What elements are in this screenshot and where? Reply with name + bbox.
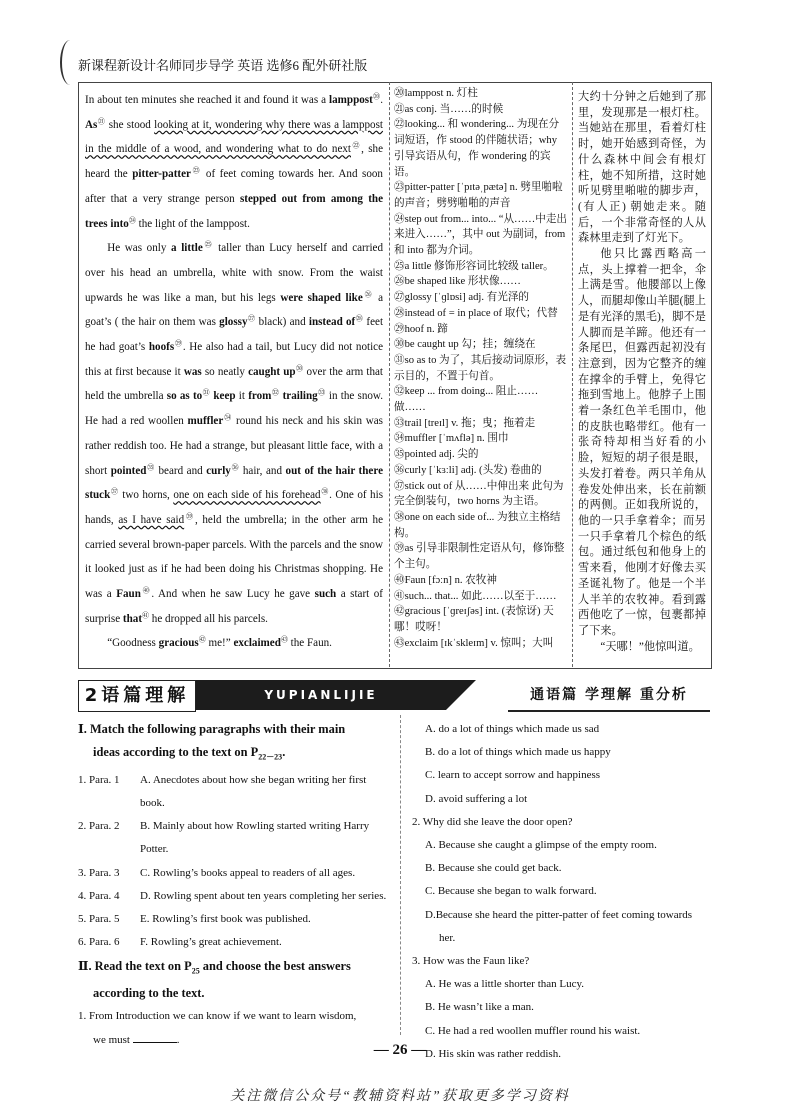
vocabulary-note: ㉙hoof n. 蹄: [394, 323, 448, 335]
main-idea-text: A. Anecdotes about how she began writing her first book.: [140, 773, 367, 810]
page-header-title: 新课程新设计名师同步导学 英语 选修6 配外研社版: [78, 58, 368, 73]
answer-option-cont: her.: [439, 931, 456, 944]
note-marker: ㉖: [362, 289, 374, 298]
vocabulary-note: ㊲stick out of 从……中伸出来 此句为完全倒装句，two horns 为主语。: [394, 480, 564, 508]
key-phrase: curly: [206, 464, 231, 477]
passage-text: the light of the lamppost.: [135, 217, 250, 230]
passage-text: black) and: [255, 316, 309, 329]
passage-column: [85, 88, 383, 656]
passage-text: one on each side of his forehead: [173, 489, 321, 502]
paragraph-label: 6. Para. 6: [78, 936, 120, 949]
key-phrase: trailing: [282, 390, 318, 403]
key-phrase: hoofs: [148, 341, 175, 354]
note-marker: ㉑: [97, 117, 106, 126]
answer-option[interactable]: C. Because she began to walk forward.: [425, 885, 597, 898]
note-marker: ㊲: [110, 487, 119, 496]
vocabulary-note: ㉑as conj. 当……的时候: [394, 103, 504, 115]
passage-text: it: [235, 390, 249, 403]
translation-paragraph: 大约十分钟之后她到了那里，发现那是一根灯柱。当她站在那里，看着灯柱时，她开始感到奇怪，为什么森林中间会有根灯柱，她不知所措，这时她听见劈里啪啦的脚步声，(有人正) 朝她走来。随后，一个非常奇怪的人从森林里走到了灯光下。: [578, 91, 706, 245]
matching-item[interactable]: [78, 815, 390, 861]
question-stem: 1. From Introduction we can know if we want to learn wisdom,: [78, 1010, 357, 1023]
key-phrase: glossy: [219, 316, 248, 329]
vocabulary-note: ㉗glossy [ˈɡlɒsi] adj. 有光泽的: [394, 292, 530, 304]
passage-text: In about ten minutes she reached it and found it was a: [85, 94, 330, 106]
note-marker: ㊴: [184, 512, 195, 521]
paragraph-label: 5. Para. 5: [78, 913, 120, 926]
key-phrase: pitter-patter: [132, 168, 191, 181]
key-phrase: was: [183, 365, 202, 378]
matching-list: [78, 769, 390, 955]
answer-option[interactable]: B. do a lot of things which made us happy: [425, 746, 611, 759]
key-phrase: from: [248, 390, 272, 403]
passage-text: . And when he saw Lucy he gave: [151, 588, 315, 601]
passage-text: two horns,: [118, 489, 174, 502]
question-stem: 3. How was the Faun like?: [412, 955, 530, 968]
translation-paragraph: “天哪！”他惊叫道。: [600, 640, 700, 653]
note-marker: ㉕: [202, 240, 214, 249]
footer-note: 关注微信公众号“教辅资料站”获取更多学习资料: [230, 1089, 570, 1104]
translation-paragraph: 他只比露西略高一点，头上撑着一把伞，伞上满是雪。他腰部以上像人，而腿却像山羊腿(腿上是有光泽的黑毛)，脚不是人脚而是羊蹄。他还有一条尾巴，但露西起初没有注意到，因为它整齐的缠在撑伞的手臂上，免得它拖到雪地上。他脖子上围着一条红色羊毛围巾，他的皮肤也略带红。他有一张奇特却相当好看的小脸，短短的胡子很是眼，头发打着卷。两只羊角从卷发处伸出来，长在前额的两侧。正如我所说的，他的一只手拿着伞；而另一只手拿着几个棕色的纸包。通过纸包和他身上的雪来看，他刚才好像去买圣诞礼物了。他是一个半人半羊的农牧神。看到露西他吃了一惊，包裹都掉了下来。: [578, 248, 706, 637]
main-idea-text: B. Mainly about how Rowling started writing Harry Potter.: [140, 820, 370, 856]
note-marker: ㊸: [280, 635, 288, 644]
header-bracket-decoration: [60, 40, 80, 85]
note-marker: ㊷: [198, 635, 206, 644]
vocabulary-note: ㉚be caught up 勾；挂；缠绕在: [394, 339, 536, 351]
key-phrase: Faun: [116, 588, 141, 601]
passage-text: looking at it, wondering why there was a lamppost in the middle of a wood, and wondering what to do next: [85, 118, 384, 156]
key-phrase: out of the hair there stuck: [85, 464, 383, 502]
note-marker: ㉟: [146, 462, 155, 471]
main-idea-text: F. Rowling’s great achievement.: [140, 936, 282, 949]
key-phrase: that: [122, 612, 143, 625]
passage-text: he dropped all his parcels.: [149, 612, 268, 625]
answer-option[interactable]: B. He wasn’t like a man.: [425, 1001, 534, 1014]
matching-item[interactable]: [78, 885, 390, 908]
question-stem-cont: we must .: [78, 1029, 390, 1052]
page-number: — 26 —: [373, 1042, 427, 1058]
answer-option[interactable]: A. He was a little shorter than Lucy.: [425, 978, 585, 991]
key-phrase: so as to: [166, 390, 203, 403]
passage-text: He was only: [107, 242, 172, 255]
paragraph-label: 3. Para. 3: [78, 866, 120, 879]
passage-text: so neatly: [201, 365, 249, 378]
part-one-heading-cont: ideas according to the text on $P_{22-23}$.: [93, 745, 286, 762]
matching-item[interactable]: [78, 908, 390, 931]
passage-text: a start of surprise: [85, 588, 384, 625]
passage-paragraph: [85, 88, 383, 236]
paragraph-label: 2. Para. 2: [78, 820, 120, 833]
passage-text: in the snow. He had a red woollen: [85, 390, 383, 428]
vocabulary-note: ㊴as 引导非限制性定语从句，修饰整个主句。: [394, 543, 565, 571]
passage-text: . One of his hands,: [85, 489, 384, 526]
note-marker: ㊶: [142, 611, 150, 620]
vocabulary-note: ㉕a little 修饰形容词比较级 taller。: [394, 260, 554, 272]
key-phrase: lamppost: [329, 94, 373, 106]
key-phrase: instead of: [308, 316, 356, 329]
translation-column: [578, 90, 706, 655]
passage-text: taller than Lucy herself and carried over his head an umbrella, white with snow. From the waist upwards he was like a man, but his legs: [85, 242, 383, 304]
passage-text: “Goodness: [107, 637, 159, 650]
answer-option[interactable]: D. His skin was rather reddish.: [425, 1047, 561, 1060]
matching-item[interactable]: [78, 862, 390, 885]
passage-text: hair, and: [239, 464, 286, 477]
passage-text: . He also had a tail, but Lucy did not notice this at first because it: [85, 341, 383, 378]
key-phrase: were shaped like: [280, 291, 363, 304]
vocabulary-notes-column: [394, 86, 568, 651]
vocabulary-note: ㉞muffler [ˈmʌflə] n. 围巾: [394, 433, 509, 445]
note-marker: ㉓: [190, 166, 202, 175]
passage-text: a goat’s ( the hair on them was: [85, 291, 384, 329]
column-divider: [400, 715, 401, 1035]
vocabulary-note: ㊵Faun [fɔːn] n. 农牧神: [394, 574, 497, 586]
answer-option[interactable]: C. learn to accept sorrow and happiness: [425, 769, 601, 782]
answer-option[interactable]: B. Because she could get back.: [425, 862, 562, 875]
vocabulary-note: ㉘instead of = in place of 取代；代替: [394, 307, 558, 319]
column-divider: [572, 82, 573, 667]
note-marker: ㉘: [355, 314, 364, 323]
passage-text: me!”: [205, 637, 234, 650]
note-marker: ㊳: [320, 487, 330, 496]
column-divider: [389, 82, 390, 667]
passage-text: the Faun.: [287, 637, 332, 650]
passage-text: , she heard the: [85, 143, 383, 181]
note-marker: ㉛: [202, 388, 211, 397]
note-marker: ㉙: [174, 339, 183, 348]
key-phrase: pointed: [110, 464, 147, 477]
main-idea-text: E. Rowling’s first book was published.: [140, 913, 311, 926]
vocabulary-note: ㊸exclaim [ɪkˈskleɪm] v. 惊叫；大叫: [394, 637, 554, 649]
matching-item[interactable]: [78, 931, 390, 954]
answer-option[interactable]: D.Because she heard the pitter-patter of feet coming towards: [425, 908, 693, 921]
passage-text: .: [380, 94, 384, 106]
key-phrase: exclaimed: [233, 637, 281, 650]
passage-text: round his neck and his skin was rather reddish too. He had a strange, but pleasant little face, with a short: [85, 415, 383, 477]
passage-text: , held the umbrella; in the other arm he carried several brown-paper parcels. With the parcels and the snow it looked just as if he had been doing his Christmas shopping. He was a: [85, 513, 383, 601]
note-marker: ㉝: [317, 388, 326, 397]
passage-text: feet he had goat’s: [85, 316, 384, 354]
key-phrase: muffler: [187, 415, 224, 428]
key-phrase: As: [85, 118, 98, 131]
passage-paragraph: [85, 631, 383, 656]
paragraph-label: 4. Para. 4: [78, 889, 120, 902]
part-two-heading: Ⅱ. Read the text on $P_{25}$ and choose the best answers: [78, 958, 351, 975]
vocabulary-note: ㉛so as to 为了，其后接动词原形，表示目的，不置于句首。: [394, 354, 567, 382]
vocabulary-note: ㊶such... that... 如此……以至于……: [394, 590, 557, 602]
vocabulary-note: ㉖be shaped like 形状像……: [394, 276, 521, 288]
note-marker: ㉜: [271, 388, 280, 397]
note-marker: ㊱: [230, 462, 240, 471]
key-phrase: stepped out from among the trees into: [85, 192, 383, 230]
answer-blank[interactable]: [133, 1030, 177, 1043]
note-marker: ㉔: [128, 215, 136, 224]
passage-text: over the arm that held the umbrella: [85, 365, 383, 403]
vocabulary-note: ㉜keep ... from doing... 阻止……做……: [394, 386, 539, 414]
vocabulary-note: ㉝trail [treɪl] v. 拖；曳；拖着走: [394, 417, 536, 429]
key-phrase: such: [314, 588, 337, 601]
vocabulary-note: ㊷gracious [ˈɡreɪʃəs] int. (表惊讶) 天哪！哎呀！: [394, 606, 554, 633]
vocabulary-note: ㊱curly [ˈkɜːli] adj. (头发) 卷曲的: [394, 464, 542, 476]
passage-text: as I have said: [118, 513, 185, 526]
exercise-right-column: [412, 718, 712, 1066]
key-phrase: a little: [171, 242, 203, 255]
matching-item[interactable]: [78, 769, 390, 815]
question-stem: 2. Why did she leave the door open?: [412, 815, 573, 828]
note-marker: ㉒: [351, 141, 362, 150]
key-phrase: keep: [213, 390, 236, 403]
answer-option[interactable]: D. avoid suffering a lot: [425, 792, 528, 805]
main-idea-text: C. Rowling’s books appeal to readers of all ages.: [140, 866, 356, 879]
section-pinyin: YUPIANLIJIE: [196, 680, 446, 710]
vocabulary-note: ㉟pointed adj. 尖的: [394, 449, 479, 461]
part-two-heading-cont: according to the text.: [93, 986, 205, 1001]
note-marker: ㉗: [247, 314, 256, 323]
part-one-heading: Ⅰ. Match the following paragraphs with their main: [78, 722, 346, 736]
key-phrase: gracious: [158, 637, 199, 650]
vocabulary-note: ㉒looking... 和 wondering... 为现在分词短语，作 stood 的伴随状语；why 引导宾语从句，作 wondering 的宾语。: [394, 119, 560, 178]
passage-text: beard and: [154, 464, 207, 477]
vocabulary-note: ㉓pitter-patter [ˈpɪtəˌpætə] n. 劈里啪啦的声音；劈劈啪啪的声音: [394, 182, 563, 209]
note-marker: ㉞: [223, 413, 233, 422]
passage-text: she stood: [105, 118, 155, 131]
banner-decoration: [446, 680, 476, 710]
paragraph-label: 1. Para. 1: [78, 773, 120, 786]
note-marker: ㊵: [140, 586, 152, 595]
passage-text: of feet coming towards her. And soon after that a very strange person: [85, 168, 383, 205]
main-idea-text: D. Rowling spent about ten years completing her series.: [140, 889, 387, 902]
answer-option[interactable]: A. Because she caught a glimpse of the empty room.: [425, 839, 657, 852]
vocabulary-note: ⑳lamppost n. 灯柱: [394, 88, 478, 99]
vocabulary-note: ㊳one on each side of... 为独立主格结构。: [394, 511, 561, 539]
answer-option[interactable]: C. He had a red woollen muffler round his waist.: [425, 1024, 641, 1037]
section-banner: [78, 680, 710, 710]
vocabulary-note: ㉔step out from... into... “从……中走出来进入……”，其中 out 为副词，from 和 into 都为介词。: [394, 213, 568, 257]
section-slogan: 通语篇 学理解 重分析: [508, 680, 710, 712]
exercise-left-column: [78, 718, 390, 1052]
note-marker: ⑳: [372, 92, 381, 101]
answer-option[interactable]: A. do a lot of things which made us sad: [425, 723, 600, 735]
note-marker: ㉚: [295, 364, 304, 373]
key-phrase: caught up: [248, 365, 296, 378]
passage-paragraph: [85, 236, 383, 631]
section-title: 2语篇理解: [78, 680, 196, 712]
